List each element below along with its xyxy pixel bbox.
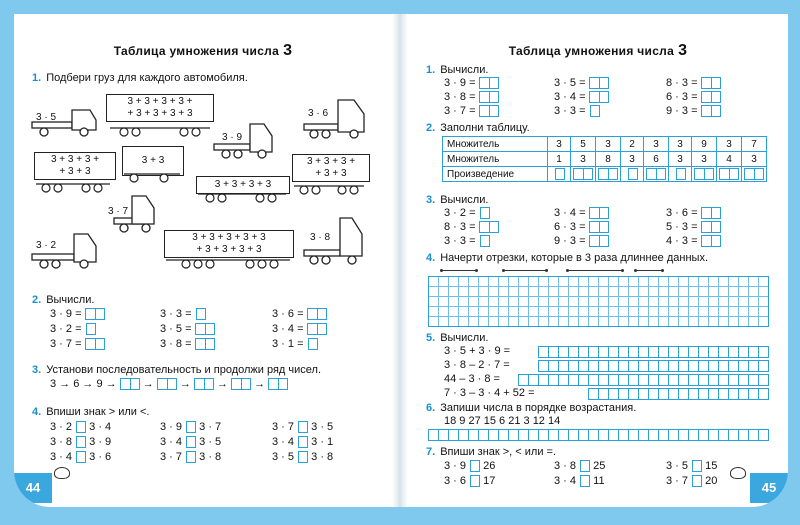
answer-box[interactable]	[186, 451, 196, 463]
answer-box[interactable]	[701, 77, 721, 89]
answer-box[interactable]	[479, 77, 499, 89]
given-segment	[504, 270, 546, 271]
answer-box[interactable]	[701, 91, 721, 103]
compare-row: 3 · 9 3 · 7	[160, 421, 222, 433]
answer-box[interactable]	[194, 378, 214, 390]
answer-box[interactable]	[479, 91, 499, 103]
answer-box[interactable]	[196, 308, 206, 320]
cargo-box[interactable]: 3 + 3 + 3 + + 3 + 3	[292, 154, 370, 182]
answer-box[interactable]	[76, 421, 86, 433]
answer-box[interactable]	[589, 221, 609, 233]
answer-box[interactable]	[308, 338, 318, 350]
answer-strip[interactable]	[538, 360, 769, 372]
answer-cell[interactable]	[621, 167, 644, 182]
cargo-box[interactable]: 3 + 3 + 3 + + 3 + 3	[34, 152, 116, 180]
compare-row: 3 · 8 3 · 9	[50, 436, 112, 448]
table-row: Произведение	[443, 167, 767, 182]
expression-row: 3 · 4 =	[554, 207, 609, 219]
expression-row: 3 · 5 =	[160, 323, 215, 335]
answer-box[interactable]	[195, 323, 215, 335]
page-number: 45	[750, 473, 788, 503]
expression-row: 8 · 3 =	[444, 221, 499, 233]
expression-row: 3 · 9 =	[50, 308, 105, 320]
cargo-box[interactable]: 3 + 3	[122, 146, 184, 176]
given-segment	[568, 270, 622, 271]
answer-cell[interactable]	[742, 167, 767, 182]
task-5: 5. Вычисли.	[426, 332, 489, 344]
expression-row: 9 · 3 =	[554, 235, 609, 247]
answer-box[interactable]	[298, 421, 308, 433]
cargo-box[interactable]: 3 + 3 + 3 + 3 + 3 + 3 + 3 + 3 + 3	[164, 230, 294, 258]
answer-box[interactable]	[701, 105, 721, 117]
expression-row: 7 · 3 – 3 · 4 + 52 =	[444, 387, 535, 399]
answer-box[interactable]	[480, 235, 490, 247]
task-4: 4. Начерти отрезки, которые в 3 раза длиннее данных.	[426, 252, 709, 264]
answer-box[interactable]	[701, 235, 721, 247]
truck-label: 3 · 6	[308, 108, 329, 119]
number-list: 18 9 27 15 6 21 3 12 14	[444, 415, 561, 427]
page-title: Таблица умножения числа 3	[508, 42, 688, 59]
answer-cell[interactable]	[717, 167, 742, 182]
answer-cell[interactable]	[596, 167, 621, 182]
compare-row: 3 · 4 3 · 5	[160, 436, 222, 448]
answer-box[interactable]	[589, 91, 609, 103]
table-row: Множитель 1 3 8 3 6 3 3 4 3	[443, 152, 767, 167]
expression-row: 6 · 3 =	[554, 221, 609, 233]
compare-row: 3 · 2 3 · 4	[50, 421, 112, 433]
answer-box[interactable]	[701, 207, 721, 219]
expression-row: 3 · 3 =	[554, 105, 600, 117]
task-1: 1. Подбери груз для каждого автомобиля.	[32, 72, 248, 84]
answer-box[interactable]	[86, 323, 96, 335]
answer-box[interactable]	[470, 475, 480, 487]
answer-box[interactable]	[580, 475, 590, 487]
expression-row: 4 · 3 =	[666, 235, 721, 247]
compare-row: 3 · 6 17	[444, 475, 496, 487]
expression-row: 3 · 4 =	[554, 91, 609, 103]
right-page	[408, 14, 788, 507]
answer-strip[interactable]	[538, 346, 769, 358]
expression-row: 3 · 1 =	[272, 338, 318, 350]
answer-box[interactable]	[85, 308, 105, 320]
expression-row: 3 · 9 =	[444, 77, 499, 89]
answer-box[interactable]	[589, 77, 609, 89]
compare-row: 3 · 5 3 · 8	[272, 451, 334, 463]
compare-row: 3 · 8 25	[554, 460, 606, 472]
book-spine	[392, 14, 408, 507]
truck-label: 3 · 7	[108, 206, 129, 217]
task-2: 2. Заполни таблицу.	[426, 122, 530, 134]
ladybug-icon	[54, 467, 70, 479]
answer-box[interactable]	[76, 451, 86, 463]
task-1: 1. Вычисли.	[426, 64, 489, 76]
answer-box[interactable]	[76, 436, 86, 448]
truck-label: 3 · 5	[36, 112, 57, 123]
compare-row: 3 · 4 3 · 1	[272, 436, 334, 448]
page-number: 44	[14, 473, 52, 503]
answer-box[interactable]	[268, 378, 288, 390]
expression-row: 3 · 3 =	[444, 235, 490, 247]
cargo-box[interactable]: 3 + 3 + 3 + 3 + + 3 + 3 + 3 + 3	[106, 94, 214, 122]
answer-box[interactable]	[85, 338, 105, 350]
answer-box[interactable]	[307, 308, 327, 320]
compare-row: 3 · 7 3 · 5	[272, 421, 334, 433]
task-2: 2. Вычисли.	[32, 294, 95, 306]
answer-box[interactable]	[701, 221, 721, 233]
answer-box[interactable]	[298, 451, 308, 463]
answer-box[interactable]	[580, 460, 590, 472]
expression-row: 3 · 6 =	[272, 308, 327, 320]
compare-row: 3 · 4 11	[554, 475, 605, 487]
drawing-grid[interactable]	[428, 276, 769, 327]
expression-row: 3 · 8 =	[160, 338, 215, 350]
truck-label: 3 · 8	[310, 232, 331, 243]
answer-box[interactable]	[692, 460, 702, 472]
expression-row: 3 · 6 =	[666, 207, 721, 219]
compare-row: 3 · 7 20	[666, 475, 718, 487]
task-3: 3. Установи последовательность и продолжи ряд чисел.	[32, 364, 321, 376]
expression-row: 3 · 5 + 3 · 9 =	[444, 345, 511, 357]
expression-row: 3 · 3 =	[160, 308, 206, 320]
answer-box[interactable]	[590, 105, 600, 117]
expression-row: 3 · 4 =	[272, 323, 327, 335]
given-segment	[636, 270, 662, 271]
compare-row: 3 · 7 3 · 8	[160, 451, 222, 463]
expression-row: 8 · 3 =	[666, 77, 721, 89]
compare-row: 3 · 9 26	[444, 460, 496, 472]
answer-box[interactable]	[589, 207, 609, 219]
answer-cell[interactable]	[548, 167, 571, 182]
expression-row: 9 · 3 =	[666, 105, 721, 117]
answer-strip[interactable]	[518, 374, 769, 386]
answer-box[interactable]	[470, 460, 480, 472]
expression-row: 6 · 3 =	[666, 91, 721, 103]
compare-row: 3 · 4 3 · 6	[50, 451, 112, 463]
answer-box[interactable]	[195, 338, 215, 350]
expression-row: 3 · 5 =	[554, 77, 609, 89]
expression-row: 3 · 8 – 2 · 7 =	[444, 359, 510, 371]
sequence-row: 3 → 6 → 9 → → → → →	[50, 378, 288, 390]
expression-row: 44 – 3 · 8 =	[444, 373, 500, 385]
answer-box[interactable]	[692, 475, 702, 487]
answer-cell[interactable]	[669, 167, 692, 182]
answer-box[interactable]	[589, 235, 609, 247]
task-7: 7. Впиши знак >, < или =.	[426, 446, 557, 458]
answer-box[interactable]	[120, 378, 140, 390]
answer-box[interactable]	[479, 105, 499, 117]
answer-box[interactable]	[480, 207, 490, 219]
truck-label: 3 · 2	[36, 240, 57, 251]
answer-box[interactable]	[157, 378, 177, 390]
task-3: 3. Вычисли.	[426, 194, 489, 206]
cargo-box[interactable]: 3 + 3 + 3 + 3	[196, 176, 290, 194]
answer-cell[interactable]	[644, 167, 669, 182]
left-page	[14, 14, 392, 507]
answer-cell[interactable]	[571, 167, 596, 182]
answer-box[interactable]	[186, 421, 196, 433]
truck-label: 3 · 9	[222, 132, 243, 143]
task-4: 4. Впиши знак > или <.	[32, 406, 150, 418]
answer-cell[interactable]	[692, 167, 717, 182]
expression-row: 5 · 3 =	[666, 221, 721, 233]
answer-box[interactable]	[231, 378, 251, 390]
task-6: 6. Запиши числа в порядке возрастания.	[426, 402, 637, 414]
answer-strip[interactable]	[428, 429, 769, 441]
given-segment	[442, 270, 476, 271]
expression-row: 3 · 7 =	[50, 338, 105, 350]
expression-row: 3 · 8 =	[444, 91, 499, 103]
page-title: Таблица умножения числа 3	[113, 42, 293, 59]
table-row: Множитель 3 5 3 2 3 3 9 3 7	[443, 137, 767, 152]
expression-row: 3 · 7 =	[444, 105, 499, 117]
ladybug-icon	[730, 467, 746, 479]
answer-box[interactable]	[479, 221, 499, 233]
expression-row: 3 · 2 =	[444, 207, 490, 219]
answer-box[interactable]	[186, 436, 196, 448]
trucks	[14, 14, 392, 284]
answer-strip[interactable]	[588, 388, 769, 400]
answer-box[interactable]	[307, 323, 327, 335]
answer-box[interactable]	[298, 436, 308, 448]
multiplication-table	[442, 136, 767, 182]
compare-row: 3 · 5 15	[666, 460, 718, 472]
expression-row: 3 · 2 =	[50, 323, 96, 335]
